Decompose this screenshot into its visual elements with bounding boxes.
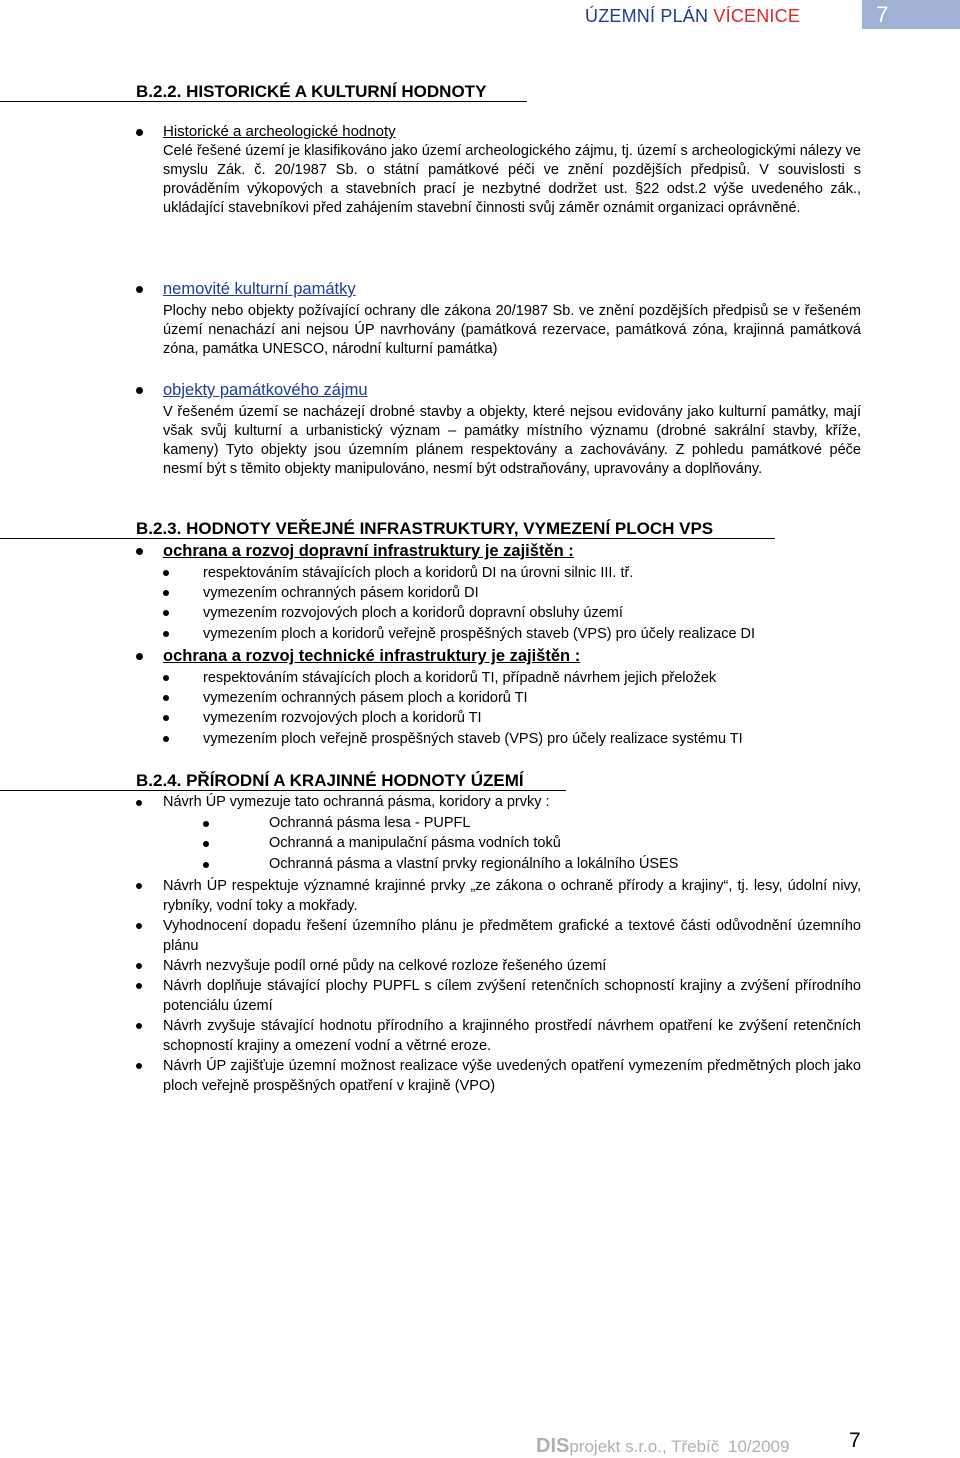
list-item: vymezením ploch a koridorů veřejně prospěšných staveb (VPS) pro účely realizace DI — [203, 626, 756, 642]
bullet — [163, 610, 169, 616]
company-name: projekt s.r.o., Třebíč — [569, 1437, 720, 1456]
bullet — [136, 387, 143, 394]
subheading-technical: ochrana a rozvoj technické infrastruktury je zajištěn : — [163, 647, 581, 665]
bullet — [136, 129, 143, 136]
paragraph-archeology: Celé řešené území je klasifikováno jako území archeologického zájmu, tj. území s archeologickými nálezy ve smyslu Zák. č. 20/1987 Sb. o státní památkové péči ve znění pozdějších předpisů. V souvislosti s prováděním výkopových a stavebních prací je nezbytné dodržet ust. §22 odst.2 výše uvedeného zák., ukládající stavebníkovi před zahájením stavební činnosti svůj záměr oznámit organizaci oprávněné. — [163, 143, 861, 216]
bullet — [163, 695, 169, 701]
bullet — [163, 570, 169, 576]
bullet — [136, 923, 142, 929]
point-text: Vyhodnocení dopadu řešení územního plánu je předmětem grafické a textové části odůvodnění územního plánu — [163, 918, 861, 955]
list-item: vymezením ochranných pásem ploch a koridorů TI — [203, 690, 528, 706]
bullet — [136, 963, 142, 969]
section-heading-b224: B.2.4. PŘÍRODNÍ A KRAJINNÉ HODNOTY ÚZEMÍ — [136, 771, 524, 790]
list-item: vymezením ochranných pásem koridorů DI — [203, 585, 479, 601]
bullet — [163, 631, 169, 637]
subheading-monuments: nemovité kulturní památky — [163, 280, 356, 298]
point-text: Návrh ÚP respektuje významné krajinné prvky „ze zákona o ochraně přírody a krajiny“, tj. lesy, údolní nivy, rybníky, vodní toky a mokřady. — [163, 878, 861, 915]
point-text: Návrh ÚP zajišťuje územní možnost realizace výše uvedených opatření vymezením předmětných ploch jako ploch veřejně prospěšných opatření v krajině (VPO) — [163, 1058, 861, 1095]
point-text: Návrh nezvyšuje podíl orné půdy na celkové rozloze řešeného území — [163, 958, 607, 974]
document-title — [585, 6, 800, 27]
bullet — [163, 675, 169, 681]
bullet — [203, 862, 209, 868]
zone-item: Ochranná pásma a vlastní prvky regionálního a lokálního ÚSES — [269, 856, 679, 872]
section-heading-b222: B.2.2. HISTORICKÉ A KULTURNÍ HODNOTY — [136, 82, 487, 101]
bullet — [136, 800, 142, 806]
subheading-transport: ochrana a rozvoj dopravní infrastruktury je zajištěn : — [163, 542, 574, 560]
footer-company — [536, 1435, 789, 1458]
bullet — [136, 286, 143, 293]
bullet — [136, 1063, 142, 1069]
bullet — [203, 841, 209, 847]
list-item: vymezením rozvojových ploch a koridorů dopravní obsluhy území — [203, 605, 623, 621]
bullet — [136, 548, 143, 555]
bullet — [136, 883, 142, 889]
municipality-name: VÍCENICE — [713, 6, 801, 26]
heading-rule — [0, 790, 566, 791]
point-text: Návrh zvyšuje stávající hodnotu přírodního a krajinného prostředí návrhem opatření ke zvýšení retenčních schopností krajiny a omezení vodní a větrné eroze. — [163, 1018, 861, 1055]
bullet — [136, 1023, 142, 1029]
list-item: vymezením rozvojových ploch a koridorů TI — [203, 710, 482, 726]
heading-rule — [0, 101, 527, 102]
paragraph-interest-objects: V řešeném území se nacházejí drobné stavby a objekty, které nejsou evidovány jako kulturní památky, mají však svůj kulturní a urbanistický význam – památky místního významu (drobné sakrální stavby, kříže, kameny) Tyto objekty jsou územním plánem respektovány a zachovávány. Z pohledu památkové péče nesmí být s těmito objekty manipulováno, nesmí být odstraňovány, upravovány a doplňovány. — [163, 404, 861, 477]
bullet — [203, 821, 209, 827]
heading-rule — [0, 538, 775, 539]
zone-item: Ochranná pásma lesa - PUPFL — [269, 815, 471, 831]
list-item: respektováním stávajících ploch a koridorů DI na úrovni silnic III. tř. — [203, 565, 634, 581]
zone-item: Ochranná a manipulační pásma vodních toků — [269, 835, 561, 851]
bullet — [163, 590, 169, 596]
list-item: respektováním stávajících ploch a koridorů TI, případně návrhem jejich přeložek — [203, 670, 717, 686]
footer-page-number: 7 — [849, 1429, 861, 1452]
point-text: Návrh doplňuje stávající plochy PUPFL s cílem zvýšení retenčních schopností krajiny a zvýšení přírodního potenciálu území — [163, 978, 861, 1015]
bullet — [163, 736, 169, 742]
subheading-interest-objects: objekty památkového zájmu — [163, 381, 368, 399]
list-item: vymezením ploch veřejně prospěšných staveb (VPS) pro účely realizace systému TI — [203, 731, 743, 747]
intro-text: Návrh ÚP vymezuje tato ochranná pásma, koridory a prvky : — [163, 794, 550, 810]
brand-logo-text: DIS — [536, 1435, 570, 1457]
header-page-number: 7 — [862, 0, 960, 29]
section-heading-b223: B.2.3. HODNOTY VEŘEJNÉ INFRASTRUKTURY, VYMEZENÍ PLOCH VPS — [136, 519, 714, 538]
bullet — [163, 715, 169, 721]
bullet — [136, 983, 142, 989]
footer-date: 10/2009 — [728, 1437, 790, 1456]
paragraph-monuments: Plochy nebo objekty požívající ochrany dle zákona 20/1987 Sb. ve znění pozdějších předpisů se v řešeném území nenachází ani nejsou ÚP navrhovány (památková rezervace, památková zóna, krajinná památková zóna, památka UNESCO, národní kulturní památka) — [163, 303, 861, 357]
plan-title: ÚZEMNÍ PLÁN — [585, 6, 709, 26]
bullet — [136, 653, 143, 660]
subheading-archeology: Historické a archeologické hodnoty — [163, 123, 396, 140]
